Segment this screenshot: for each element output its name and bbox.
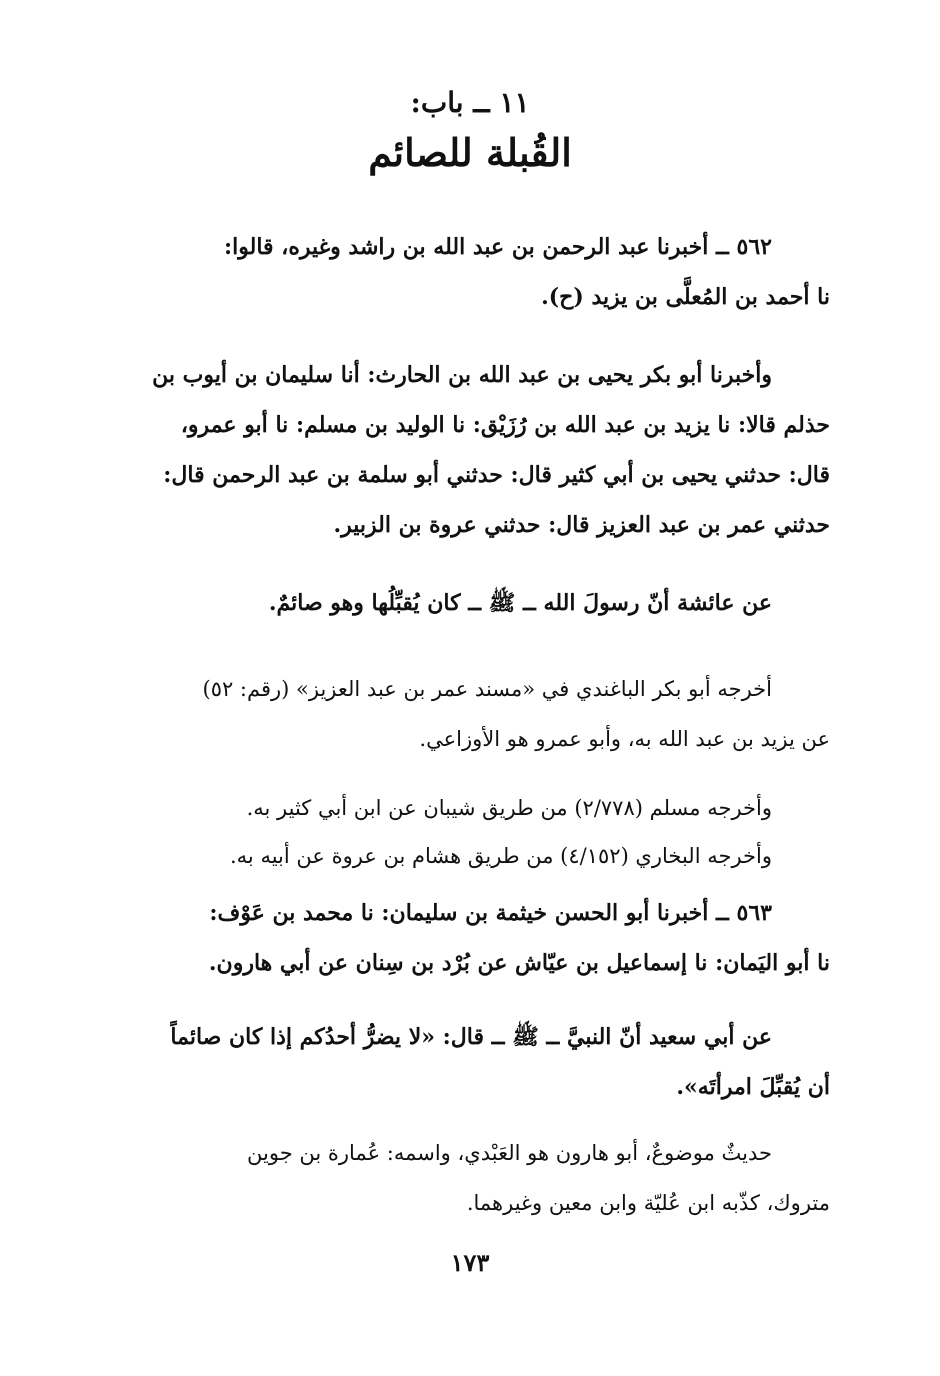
takhrij-562-a-line-2: عن يزيد بن عبد الله به، وأبو عمرو هو الأوزاعي. — [419, 727, 830, 751]
isnad-562-line-4: حدثني عمر بن عبد العزيز قال: حدثني عروة بن الزبير. — [333, 512, 830, 538]
hadith-563-line-2: نا أبو اليَمان: نا إسماعيل بن عيّاش عن بُرْد بن سِنان عن أبي هارون. — [208, 950, 830, 976]
hadith-562-isnad — [130, 350, 830, 550]
hadith-562-line-2: نا أحمد بن المُعلَّى بن يزيد (ح). — [541, 284, 830, 310]
page-number: ١٧٣ — [450, 1248, 490, 1277]
isnad-562-line-3: قال: حدثني يحيى بن أبي كثير قال: حدثني أبو سلمة بن عبد الرحمن قال: — [163, 462, 830, 488]
hadith-563-comment — [130, 1128, 830, 1228]
hadith-563-matn — [130, 1012, 830, 1112]
hadith-563-line-1: ٥٦٣ ــ أخبرنا أبو الحسن خيثمة بن سليمان: نا محمد بن عَوْف: — [209, 900, 772, 926]
chapter-label: ١١ ــ باب: — [410, 86, 530, 119]
hadith-562-takhrij-b — [130, 784, 830, 880]
comment-563-line-2: متروك، كذّبه ابن عُليّة وابن معين وغيرهما. — [466, 1191, 830, 1215]
hadith-562-matn — [130, 578, 830, 628]
hadith-563-chain — [130, 888, 830, 988]
takhrij-562-b-line-2: وأخرجه البخاري (٤/١٥٢) من طريق هشام بن عروة عن أبيه به. — [230, 844, 772, 868]
matn-562-line-1: عن عائشة أنّ رسولَ الله ــ ﷺ ــ كان يُقبِّلُها وهو صائمٌ. — [268, 590, 772, 616]
comment-563-line-1: حديثٌ موضوعٌ، أبو هارون هو العَبْدي، واسمه: عُمارة بن جوين — [247, 1141, 772, 1165]
hadith-562-line-1: ٥٦٢ ــ أخبرنا عبد الرحمن بن عبد الله بن راشد وغيره، قالوا: — [224, 234, 772, 260]
matn-563-line-1: عن أبي سعيد أنّ النبيَّ ــ ﷺ ــ قال: «لا يضرُّ أحدُكم إذا كان صائماً — [170, 1024, 772, 1050]
takhrij-562-a-line-1: أخرجه أبو بكر الباغندي في «مسند عمر بن عبد العزيز» (رقم: ٥٢) — [202, 677, 772, 701]
matn-563-line-2: أن يُقبِّلَ امرأتَه». — [676, 1074, 830, 1100]
hadith-562-chain — [130, 222, 830, 322]
isnad-562-line-2: حذلم قالا: نا يزيد بن عبد الله بن رُزَيْق: نا الوليد بن مسلم: نا أبو عمرو، — [180, 412, 830, 438]
hadith-562-takhrij-a — [130, 664, 830, 764]
takhrij-562-b-line-1: وأخرجه مسلم (٢/٧٧٨) من طريق شيبان عن ابن أبي كثير به. — [246, 796, 772, 820]
isnad-562-line-1: وأخبرنا أبو بكر يحيى بن عبد الله بن الحارث: أنا سليمان بن أيوب بن — [152, 362, 772, 388]
chapter-title: القُبلة للصائم — [368, 130, 572, 175]
